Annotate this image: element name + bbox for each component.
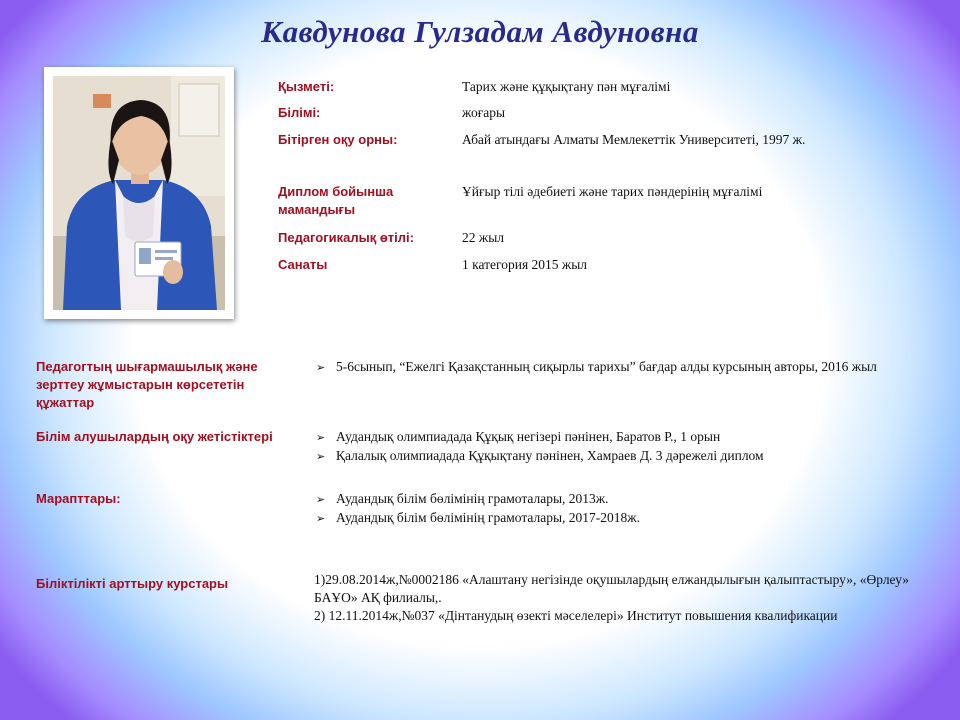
teaching-experience-label: Педагогикалық өтілі:: [278, 230, 414, 245]
bullet-arrow-icon: ➢: [316, 513, 326, 525]
list-item: ➢ Аудандық білім бөлімінің грамоталары, 2013ж.: [316, 490, 916, 509]
page-title: Кавдунова Гулзадам Авдуновна: [261, 14, 699, 49]
list-item: 1)29.08.2014ж,№0002186 «Алаштану негізінде оқушылардың елжандылығын қалыптастыру», «Өрлеу» БАҰО» АҚ филиалы,.: [314, 572, 910, 605]
research-documents-label: Педагогтың шығармашылық және зерттеу жұмыстарын көрсететін құжаттар: [36, 359, 258, 410]
portrait-illustration: [53, 76, 225, 310]
bullet-arrow-icon: ➢: [316, 451, 326, 463]
graduated-institution-value: Абай атындағы Алматы Мемлекеттік Университеті, 1997 ж.: [462, 132, 806, 147]
position-value: Тарих және құқықтану пән мұғалімі: [462, 79, 671, 94]
list-item: ➢ Қалалық олимпиадада Құқықтану пәнінен, Хамраев Д. 3 дәрежелі диплом: [316, 447, 916, 466]
portrait-photo: [53, 76, 225, 310]
list-item: ➢ Аудандық олимпиадада Құқық негізері пәнінен, Баратов Р., 1 орын: [316, 428, 916, 447]
diploma-specialty-value: Ұйғыр тілі әдебиеті және тарих пәндерінің мұғалімі: [462, 184, 763, 199]
portrait-photo-frame: [44, 67, 234, 319]
list-item: 2) 12.11.2014ж,№037 «Дінтанудың өзекті мәселелері» Институт повышения квалификации: [314, 608, 838, 623]
diploma-specialty-label: Диплом бойынша мамандығы: [278, 184, 394, 217]
qualification-courses-label: Біліктілікті арттыру курстары: [36, 576, 229, 591]
qualification-courses-list: [314, 571, 924, 625]
teaching-experience-value: 22 жыл: [462, 230, 505, 245]
student-achievements-label: Білім алушылардың оқу жетістіктері: [36, 429, 273, 444]
research-documents-list: [316, 358, 916, 377]
graduated-institution-label: Бітірген оқу орны:: [278, 132, 398, 147]
student-achievements-list: [316, 428, 916, 466]
awards-label: Марапттары:: [36, 491, 121, 506]
list-item: ➢ Аудандық білім бөлімінің грамоталары, 2017-2018ж.: [316, 509, 916, 528]
list-item: ➢ 5-6сынып, “Ежелгі Қазақстанның сиқырлы тарихы” бағдар алды курсының авторы, 2016 жыл: [316, 358, 916, 377]
bullet-arrow-icon: ➢: [316, 432, 326, 444]
category-label: Санаты: [278, 257, 328, 272]
bullet-arrow-icon: ➢: [316, 362, 326, 374]
education-value: жоғары: [462, 105, 506, 120]
awards-list: [316, 490, 916, 528]
category-value: 1 категория 2015 жыл: [462, 257, 588, 272]
bullet-arrow-icon: ➢: [316, 494, 326, 506]
position-label: Қызметі:: [278, 79, 335, 94]
education-label: Білімі:: [278, 105, 321, 120]
